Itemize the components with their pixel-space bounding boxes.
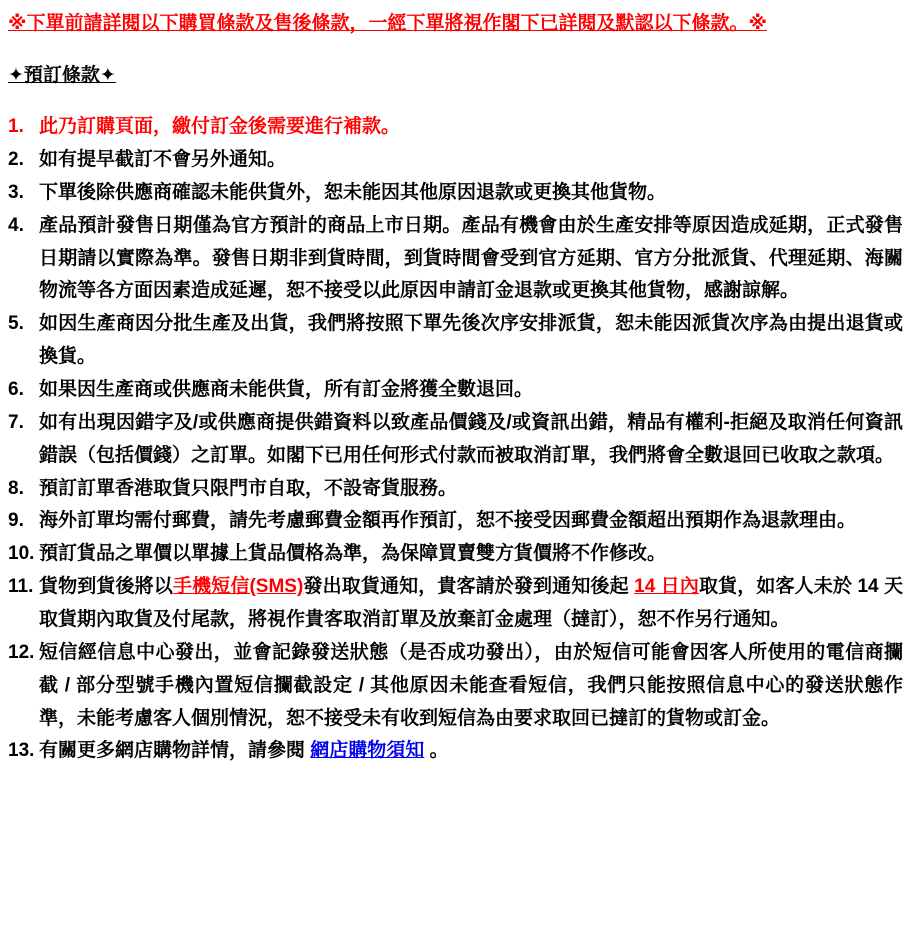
term-text-run: 。 xyxy=(424,740,449,762)
term-text xyxy=(39,407,903,473)
term-item-5 xyxy=(8,308,903,374)
term-number: 6. xyxy=(8,378,24,400)
term-text-run: 如果因生產商或供應商未能供貨，所有訂金將獲全數退回。 xyxy=(39,378,534,400)
term-text-run: 海外訂單均需付郵費，請先考慮郵費金額再作預訂，恕不接受因郵費金額超出預期作為退款理由。 xyxy=(39,510,857,532)
term-item-9 xyxy=(8,505,903,538)
term-text-run: 貨物到貨後將以 xyxy=(39,576,173,598)
term-text xyxy=(39,637,903,736)
term-text xyxy=(39,144,903,177)
term-number: 5. xyxy=(8,313,24,335)
term-number: 4. xyxy=(8,214,24,236)
term-number: 1. xyxy=(8,116,24,138)
term-number: 3. xyxy=(8,181,24,203)
term-text xyxy=(39,473,903,506)
shop-guide-link[interactable]: 網店購物須知 xyxy=(310,740,425,762)
term-text xyxy=(39,210,903,309)
term-number: 2. xyxy=(8,148,24,170)
term-number: 7. xyxy=(8,411,24,433)
term-number: 9. xyxy=(8,510,24,532)
term-text-run: 14 日內 xyxy=(634,576,699,598)
term-text-run: 如因生產商因分批生產及出貨，我們將按照下單先後次序安排派貨，恕未能因派貨次序為由提出退貨或換貨。 xyxy=(39,313,903,368)
term-item-2 xyxy=(8,144,903,177)
term-number: 11. xyxy=(8,576,34,598)
term-number: 13. xyxy=(8,740,35,762)
page-title: ※下單前請詳閱以下購買條款及售後條款，一經下單將視作閣下已詳閱及默認以下條款。※ xyxy=(8,13,767,34)
section-heading: ✦預訂條款✦ xyxy=(8,64,116,86)
term-text-run: 取貨，如客人未於 14 天取貨期內取貨及付尾款，將視作貴客取消訂單及放棄訂金處理（撻訂），恕不作另行通知。 xyxy=(39,576,903,630)
term-text-run: 產品預計發售日期僅為官方預計的商品上市日期。產品有機會由於生產安排等原因造成延期，正式發售日期請以實際為準。發售日期非到貨時間，到貨時間會受到官方延期、官方分批派貨、代理延期、海關物流等各方面因素造成延遲，恕不接受以此原因申請訂金退款或更換其他貨物，感謝諒解。 xyxy=(39,214,903,302)
term-text-run: 如有提早截訂不會另外通知。 xyxy=(39,148,287,170)
term-number: 10. xyxy=(8,543,35,565)
term-text-run: 手機短信(SMS) xyxy=(172,576,304,598)
term-text xyxy=(39,177,903,210)
term-text-run: 預訂貨品之單價以單據上貨品價格為準，為保障買賣雙方貨價將不作修改。 xyxy=(39,543,667,565)
term-number: 8. xyxy=(8,477,24,499)
term-text xyxy=(39,571,903,637)
term-text-run: 下單後除供應商確認未能供貨外，恕未能因其他原因退款或更換其他貨物。 xyxy=(39,181,667,203)
term-text-run: 預訂訂單香港取貨只限門市自取，不設寄貨服務。 xyxy=(39,477,458,499)
term-item-1 xyxy=(8,111,903,144)
term-item-12 xyxy=(8,637,903,736)
term-text xyxy=(39,735,903,768)
term-text-run: 有關更多網店購物詳情，請參閱 xyxy=(39,740,311,762)
term-text-run: 發出取貨通知，貴客請於發到通知後起 xyxy=(303,576,635,598)
term-item-6 xyxy=(8,374,903,407)
term-number: 12. xyxy=(8,641,35,663)
term-item-10 xyxy=(8,538,903,571)
term-text-run: 如有出現因錯字及/或供應商提供錯資料以致產品價錢及/或資訊出錯，精品有權利-拒絕及取消任何資訊錯誤（包括價錢）之訂單。如閣下已用任何形式付款而被取消訂單，我們將會全數退回已收取之款項。 xyxy=(39,411,903,466)
term-text xyxy=(39,308,903,374)
term-text-run: 此乃訂購頁面，繳付訂金後需要進行補款。 xyxy=(39,116,401,138)
term-item-11 xyxy=(8,571,903,637)
term-item-4 xyxy=(8,210,903,309)
term-text xyxy=(39,538,903,571)
term-text xyxy=(39,111,903,144)
term-item-8 xyxy=(8,473,903,506)
term-item-13 xyxy=(8,735,903,768)
terms-list xyxy=(8,111,903,768)
term-item-3 xyxy=(8,177,903,210)
term-text-run: 短信經信息中心發出，並會記錄發送狀態（是否成功發出），由於短信可能會因客人所使用的電信商攔截 / 部分型號手機內置短信攔截設定 / 其他原因未能查看短信，我們只能按照信息中心的發送狀態作準，未能考慮客人個別情況，恕不接受未有收到短信為由要求取回已撻訂的貨物或訂金。 xyxy=(39,641,903,729)
term-item-7 xyxy=(8,407,903,473)
term-text xyxy=(39,505,903,538)
term-text xyxy=(39,374,903,407)
